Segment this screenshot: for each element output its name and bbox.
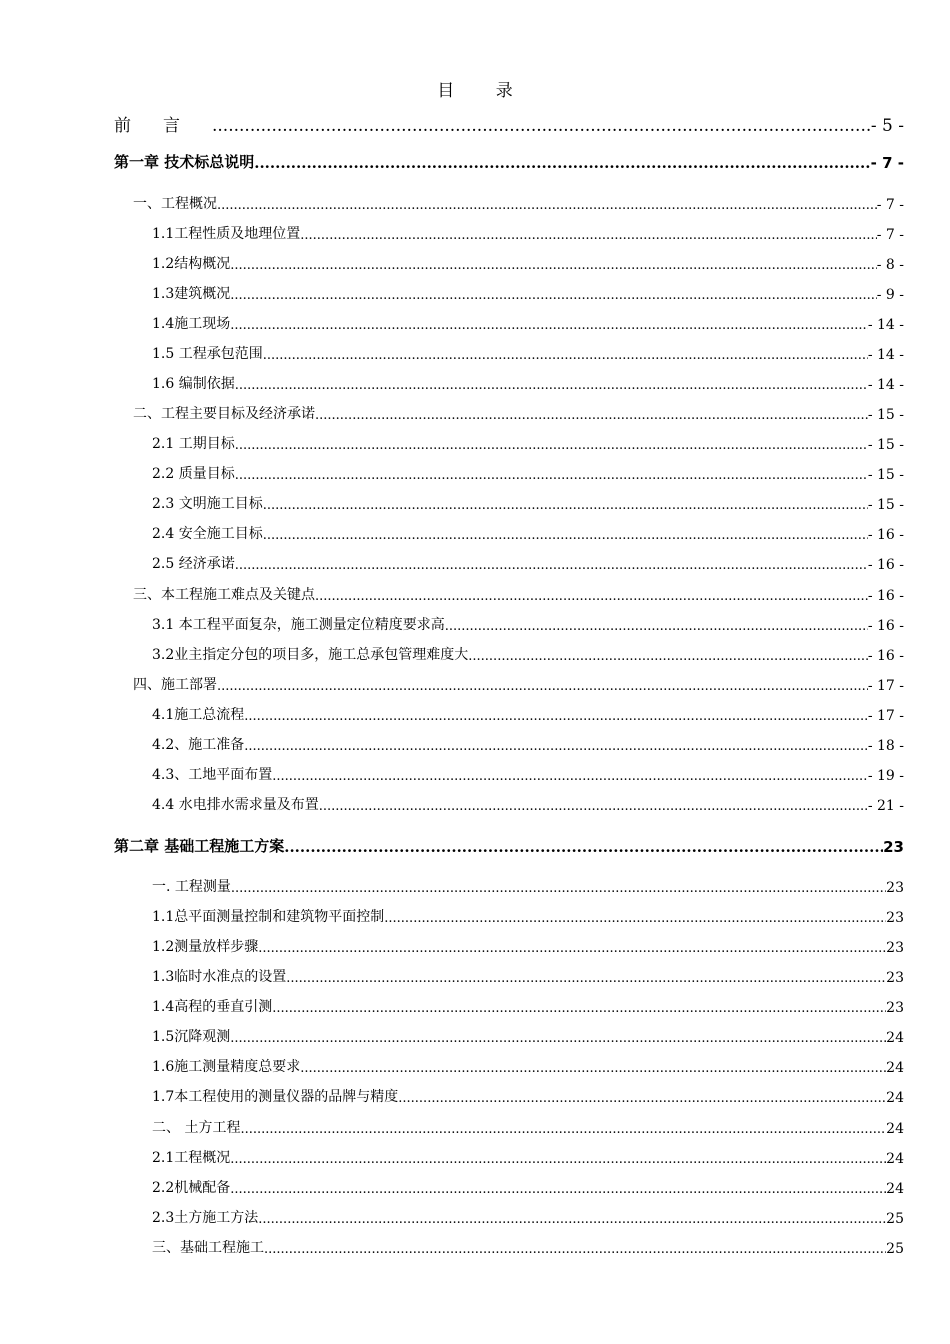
toc-entry[interactable]: [152, 283, 904, 303]
leader-dots: [230, 288, 876, 303]
toc-entry-page: - 14 -: [867, 317, 904, 333]
toc-title: 目 录: [437, 81, 531, 101]
toc-entry-page: - 17 -: [867, 678, 904, 694]
toc-entry-label: 1.1工程性质及地理位置: [152, 226, 301, 242]
toc-entry-page: - 21 -: [867, 798, 904, 814]
leader-dots: [284, 838, 883, 856]
toc-entry[interactable]: [133, 584, 904, 604]
toc-entry-label: 1.4施工现场: [152, 316, 231, 332]
toc-entry[interactable]: [152, 704, 904, 724]
toc-entry[interactable]: [114, 835, 904, 856]
toc-entry-label: 4.1施工总流程: [152, 707, 245, 723]
toc-entry-page: 24: [886, 1121, 904, 1137]
leader-dots: [235, 438, 868, 453]
toc-entry-label: 1.4高程的垂直引测: [152, 999, 273, 1015]
toc-entry-page: 25: [886, 1241, 904, 1257]
toc-entry[interactable]: [152, 966, 904, 986]
toc-entry[interactable]: [152, 1237, 904, 1257]
toc-entry-label: 1.6 编制依据: [152, 376, 235, 392]
toc-entry-label: 1.1总平面测量控制和建筑物平面控制: [152, 909, 385, 925]
leader-dots: [230, 1182, 886, 1197]
toc-entry[interactable]: [152, 906, 904, 926]
toc-entry-label: 3.1 本工程平面复杂，施工测量定位精度要求高: [152, 617, 445, 633]
toc-entry[interactable]: [152, 1086, 904, 1106]
leader-dots: [263, 498, 868, 513]
toc-entry-page: 23: [886, 970, 904, 986]
toc-entry-label: 1.5沉降观测: [152, 1029, 231, 1045]
leader-dots: [398, 1091, 886, 1106]
toc-entry-label: 四、施工部署: [133, 677, 217, 693]
toc-entry-page: - 18 -: [867, 738, 904, 754]
toc-entry[interactable]: [133, 193, 904, 213]
toc-entry[interactable]: [133, 403, 904, 423]
toc-entry-page: - 15 -: [867, 407, 904, 423]
toc-entry-label: 一、工程概况: [133, 196, 217, 212]
toc-entry-page: - 5 -: [870, 116, 904, 136]
toc-entry-page: - 15 -: [867, 497, 904, 513]
toc-entry-page: - 14 -: [867, 377, 904, 393]
toc-entry-label: 二、工程主要目标及经济承诺: [133, 406, 315, 422]
toc-entry-page: 23: [886, 880, 904, 896]
leader-dots: [319, 799, 868, 814]
toc-entry[interactable]: [152, 343, 904, 363]
toc-entry-page: - 16 -: [867, 648, 904, 664]
leader-dots: [230, 258, 876, 273]
leader-dots: [231, 881, 886, 896]
toc-entry-page: 24: [886, 1060, 904, 1076]
toc-entry[interactable]: [114, 151, 904, 172]
toc-entry-label: 2.1工程概况: [152, 1150, 231, 1166]
toc-entry-page: - 19 -: [867, 768, 904, 784]
leader-dots: [230, 318, 868, 333]
toc-entry-label: 1.6施工测量精度总要求: [152, 1059, 301, 1075]
toc-entry[interactable]: [152, 313, 904, 333]
toc-entry[interactable]: [152, 1207, 904, 1227]
leader-dots: [300, 1061, 886, 1076]
leader-dots: [217, 198, 877, 213]
toc-entry-page: - 7 -: [876, 197, 904, 213]
toc-entry-label: 前言: [114, 116, 212, 136]
leader-dots: [315, 408, 868, 423]
toc-entry[interactable]: [152, 223, 904, 243]
toc-entry-page: 23: [886, 910, 904, 926]
toc-entry[interactable]: [152, 433, 904, 453]
toc-entry-label: 2.2机械配备: [152, 1180, 231, 1196]
toc-entry[interactable]: [152, 936, 904, 956]
toc-entry-page: - 7 -: [870, 154, 904, 172]
toc-entry-page: - 16 -: [867, 588, 904, 604]
toc-entry-page: 24: [886, 1181, 904, 1197]
leader-dots: [263, 528, 868, 543]
toc-entry-label: 4.3、工地平面布置: [152, 767, 273, 783]
toc-entry[interactable]: [152, 1177, 904, 1197]
leader-dots: [212, 116, 871, 136]
toc-entry[interactable]: [152, 644, 904, 664]
leader-dots: [235, 378, 868, 393]
leader-dots: [445, 619, 868, 634]
toc-entry-label: 第一章 技术标总说明: [114, 153, 255, 171]
leader-dots: [272, 1001, 886, 1016]
toc-entry-label: 三、本工程施工难点及关键点: [133, 587, 315, 603]
toc-entry-page: - 14 -: [867, 347, 904, 363]
toc-entry-page: - 15 -: [867, 437, 904, 453]
toc-entry[interactable]: [133, 674, 904, 694]
toc-entry[interactable]: [152, 553, 904, 573]
toc-entry-page: 24: [886, 1090, 904, 1106]
toc-entry-label: 1.2结构概况: [152, 256, 231, 272]
leader-dots: [217, 679, 868, 694]
toc-entry-page: - 16 -: [867, 618, 904, 634]
toc-entry-label: 2.3 文明施工目标: [152, 496, 263, 512]
toc-entry[interactable]: [152, 996, 904, 1016]
leader-dots: [263, 348, 868, 363]
toc-entry[interactable]: [152, 734, 904, 754]
toc-entry[interactable]: [152, 373, 904, 393]
toc-entry-label: 2.5 经济承诺: [152, 556, 235, 572]
toc-entry-label: 3.2业主指定分包的项目多，施工总承包管理难度大: [152, 647, 469, 663]
toc-entry-label: 4.4 水电排水需求量及布置: [152, 797, 319, 813]
leader-dots: [258, 1212, 886, 1227]
leader-dots: [300, 228, 876, 243]
toc-entry[interactable]: [152, 764, 904, 784]
toc-entry[interactable]: [152, 876, 904, 896]
leader-dots: [384, 911, 886, 926]
toc-entry-page: 24: [886, 1151, 904, 1167]
toc-entry-label: 2.1 工期目标: [152, 436, 235, 452]
leader-dots: [235, 468, 868, 483]
toc-entry-label: 一. 工程测量: [152, 879, 231, 895]
toc-entry-label: 2.2 质量目标: [152, 466, 235, 482]
leader-dots: [468, 649, 868, 664]
toc-entry[interactable]: [152, 253, 904, 273]
toc-entry-label: 1.7本工程使用的测量仪器的品牌与精度: [152, 1089, 399, 1105]
toc-entry[interactable]: [152, 523, 904, 543]
toc-entry-page: 23: [886, 940, 904, 956]
toc-entry-page: - 7 -: [876, 227, 904, 243]
leader-dots: [272, 769, 868, 784]
toc-entry[interactable]: [152, 794, 904, 814]
leader-dots: [235, 558, 868, 573]
toc-entry[interactable]: [152, 614, 904, 634]
toc-entry-page: 23: [883, 838, 904, 856]
toc-entry-page: 24: [886, 1030, 904, 1046]
leader-dots: [258, 941, 886, 956]
leader-dots: [254, 154, 870, 172]
toc-entry[interactable]: [152, 493, 904, 513]
leader-dots: [315, 589, 868, 604]
leader-dots: [240, 1122, 886, 1137]
toc-entry[interactable]: [152, 1056, 904, 1076]
toc-entry-label: 2.3土方施工方法: [152, 1210, 259, 1226]
toc-entry-label: 1.2测量放样步骤: [152, 939, 259, 955]
toc-entry-page: 25: [886, 1211, 904, 1227]
toc-entry[interactable]: [152, 463, 904, 483]
leader-dots: [286, 971, 886, 986]
toc-entry-page: - 8 -: [876, 257, 904, 273]
toc-entry[interactable]: [152, 1147, 904, 1167]
toc-entry-page: - 16 -: [867, 527, 904, 543]
leader-dots: [230, 1152, 886, 1167]
toc-entry-label: 1.5 工程承包范围: [152, 346, 263, 362]
toc-entry-page: - 17 -: [867, 708, 904, 724]
toc-entry-label: 1.3临时水准点的设置: [152, 969, 287, 985]
toc-entry-page: - 16 -: [867, 557, 904, 573]
toc-entry-label: 1.3建筑概况: [152, 286, 231, 302]
toc-entry-label: 2.4 安全施工目标: [152, 526, 263, 542]
toc-entry-page: 23: [886, 1000, 904, 1016]
toc-entry-label: 二、 土方工程: [152, 1120, 241, 1136]
leader-dots: [230, 1031, 886, 1046]
leader-dots: [244, 739, 868, 754]
toc-entry-label: 第二章 基础工程施工方案: [114, 837, 285, 855]
toc-entry[interactable]: [152, 1117, 904, 1137]
toc-entry-page: - 15 -: [867, 467, 904, 483]
toc-entry-label: 三、基础工程施工: [152, 1240, 264, 1256]
toc-entry[interactable]: [114, 111, 904, 136]
toc-entry[interactable]: [152, 1026, 904, 1046]
toc-entry-page: - 9 -: [876, 287, 904, 303]
leader-dots: [244, 709, 868, 724]
leader-dots: [264, 1242, 886, 1257]
toc-entry-label: 4.2、施工准备: [152, 737, 245, 753]
